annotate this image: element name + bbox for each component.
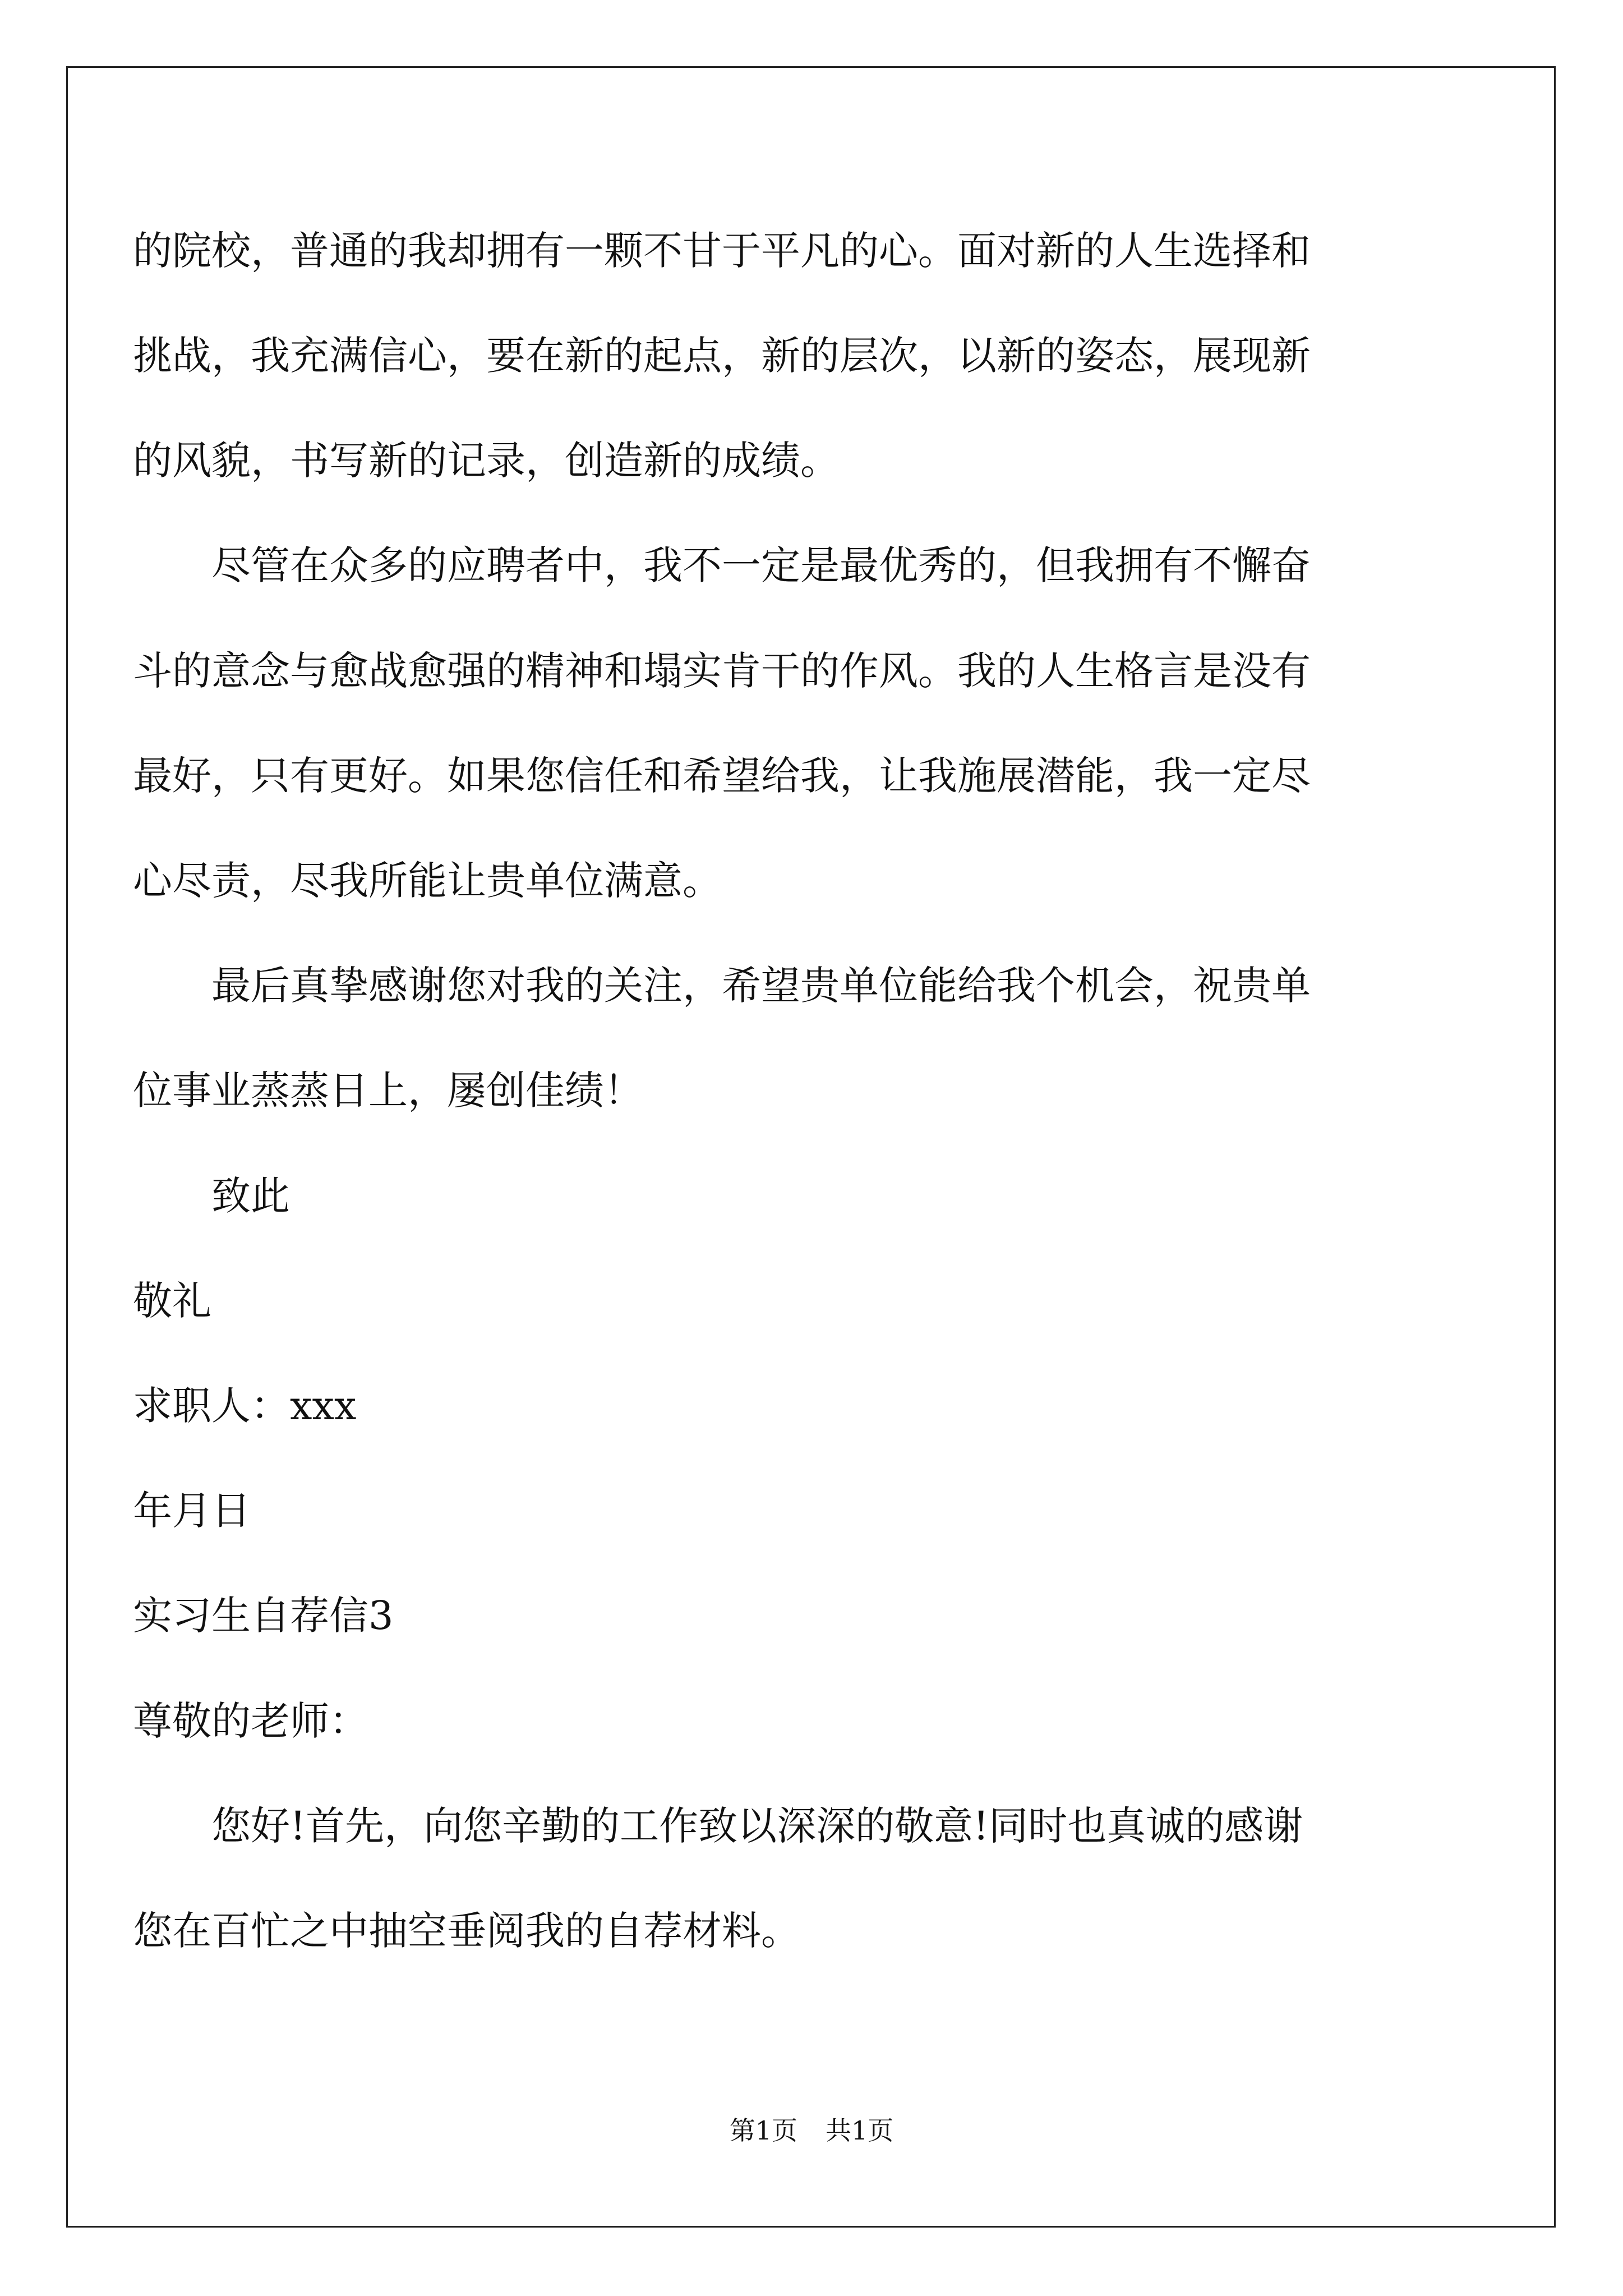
applicant-name: 求职人：xxx xyxy=(133,1383,357,1429)
page-border xyxy=(66,66,1556,2228)
text-line: 斗的意念与愈战愈强的精神和塌实肯干的作风。我的人生格言是没有 xyxy=(133,648,1311,694)
greeting: 尊敬的老师： xyxy=(133,1698,368,1744)
text-line: 的风貌，书写新的记录，创造新的成绩。 xyxy=(133,438,840,484)
date-line: 年月日 xyxy=(133,1488,251,1534)
text-line: 挑战，我充满信心，要在新的起点，新的层次，以新的姿态，展现新 xyxy=(133,333,1311,379)
paragraph-start-line: 您好!首先，向您辛勤的工作致以深深的敬意!同时也真诚的感谢 xyxy=(211,1803,1303,1849)
page-footer xyxy=(0,2114,1623,2147)
paragraph-start-line: 最后真挚感谢您对我的关注，希望贵单位能给我个机会，祝贵单 xyxy=(211,963,1311,1009)
paragraph-start-line: 尽管在众多的应聘者中，我不一定是最优秀的，但我拥有不懈奋 xyxy=(211,542,1311,588)
section-title: 实习生自荐信3 xyxy=(133,1593,394,1639)
page-total: 共1页 xyxy=(826,2115,894,2146)
text-line: 心尽责，尽我所能让贵单位满意。 xyxy=(133,858,722,904)
text-line: 的院校，普通的我却拥有一颗不甘于平凡的心。面对新的人生选择和 xyxy=(133,228,1311,274)
page-number: 第1页 xyxy=(729,2115,797,2146)
closing-phrase: 致此 xyxy=(211,1173,290,1219)
text-line: 最好，只有更好。如果您信任和希望给我，让我施展潜能，我一定尽 xyxy=(133,753,1311,799)
text-line: 您在百忙之中抽空垂阅我的自荐材料。 xyxy=(133,1908,800,1954)
text-line: 位事业蒸蒸日上，屡创佳绩！ xyxy=(133,1068,643,1114)
salutation: 敬礼 xyxy=(133,1278,211,1324)
